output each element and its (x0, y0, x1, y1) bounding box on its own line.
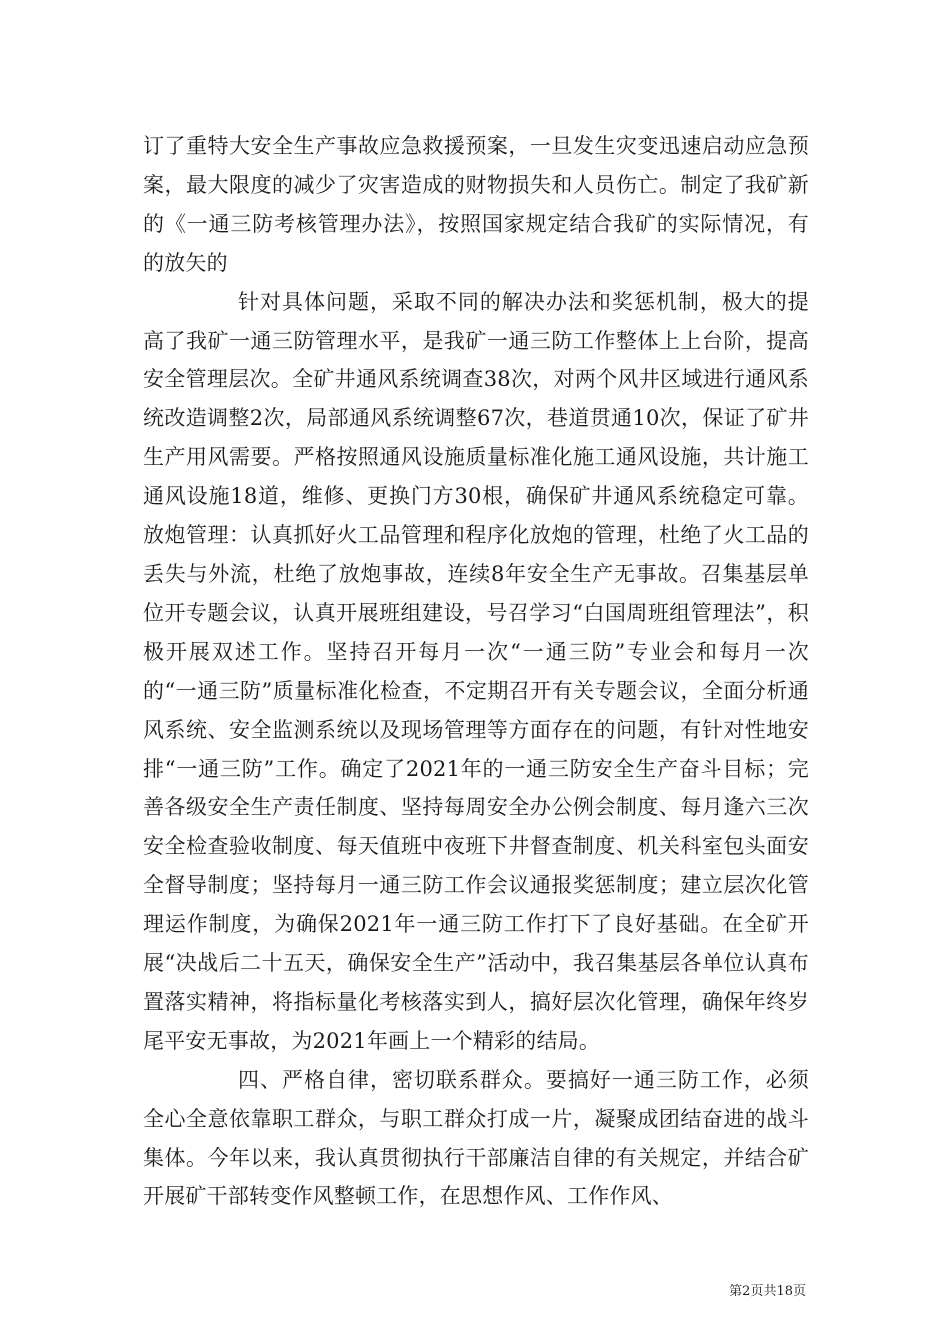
paragraph-ventilation-management: 针对具体问题，采取不同的解决办法和奖惩机制，极大的提高了我矿一通三防管理水平，是我矿一通三防工作整体上上台阶，提高安全管理层次。全矿井通风系统调查38次，对两个风井区域进行通风系统改造调整2次，局部通风系统调整67次，巷道贯通10次，保证了矿井生产用风需要。严格按照通风设施质量标准化施工通风设施，共计施工通风设施18道，维修、更换门方30根，确保矿井通风系统稳定可靠。放炮管理：认真抓好火工品管理和程序化放炮的管理，杜绝了火工品的丢失与外流，杜绝了放炮事故，连续8年安全生产无事故。召集基层单位开专题会议，认真开展班组建设，号召学习“白国周班组管理法”，积极开展双述工作。坚持召开每月一次“一通三防”专业会和每月一次的“一通三防”质量标准化检查，不定期召开有关专题会议，全面分析通风系统、安全监测系统以及现场管理等方面存在的问题，有针对性地安排“一通三防”工作。确定了2021年的一通三防安全生产奋斗目标；完善各级安全生产责任制度、坚持每周安全办公例会制度、每月逢六三次安全检查验收制度、每天值班中夜班下井督查制度、机关科室包头面安全督导制度；坚持每月一通三防工作会议通报奖惩制度；建立层次化管理运作制度，为确保2021年一通三防工作打下了良好基础。在全矿开展“决战后二十五天，确保安全生产”活动中，我召集基层各单位认真布置落实精神，将指标量化考核落实到人，搞好层次化管理，确保年终岁尾平安无事故，为2021年画上一个精彩的结局。 (143, 289, 809, 1053)
page-number-footer: 第2页共18页 (729, 1284, 806, 1299)
document-body (143, 127, 809, 1216)
paragraph-self-discipline: 四、严格自律，密切联系群众。要搞好一通三防工作，必须全心全意依靠职工群众，与职工群众打成一片，凝聚成团结奋进的战斗集体。今年以来，我认真贯彻执行干部廉洁自律的有关规定，并结合矿开展矿干部转变作风整顿工作，在思想作风、工作作风、 (143, 1067, 809, 1209)
paragraph-continuation: 订了重特大安全生产事故应急救援预案，一旦发生灾变迅速启动应急预案，最大限度的减少了灾害造成的财物损失和人员伤亡。制定了我矿新的《一通三防考核管理办法》，按照国家规定结合我矿的实际情况，有的放矢的 (143, 134, 809, 275)
